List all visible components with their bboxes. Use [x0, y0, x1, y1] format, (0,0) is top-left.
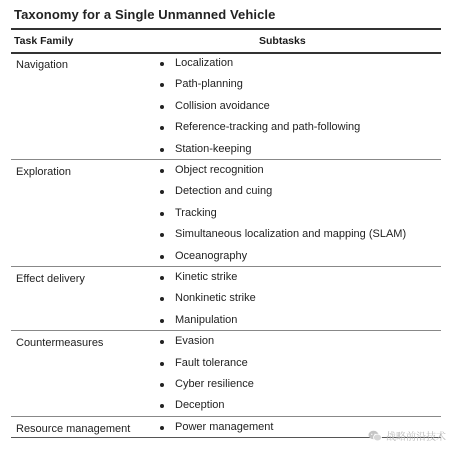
- subtask-label: Manipulation: [175, 313, 238, 326]
- subtask-item: [159, 181, 406, 202]
- bullet-icon: [160, 276, 164, 280]
- task-family-name: Navigation: [16, 59, 68, 71]
- bullet-icon: [160, 426, 164, 430]
- subtask-label: Cyber resilience: [175, 377, 254, 390]
- subtask-item: [159, 331, 254, 352]
- task-family-name: Effect delivery: [16, 273, 85, 285]
- subtask-label: Station-keeping: [175, 142, 252, 155]
- watermark-text: 战略前沿技术: [386, 432, 446, 443]
- subtask-item: [159, 117, 360, 138]
- bullet-icon: [160, 126, 164, 130]
- task-family-group: [11, 160, 441, 267]
- bullet-icon: [160, 148, 164, 152]
- bullet-icon: [160, 83, 164, 87]
- subtask-list: [159, 417, 273, 438]
- bullet-icon: [160, 190, 164, 194]
- subtask-label: Evasion: [175, 335, 215, 348]
- subtask-item: [159, 74, 360, 95]
- subtask-item: [159, 53, 360, 74]
- subtask-label: Simultaneous localization and mapping (SLAM): [175, 228, 407, 241]
- task-family-group: [11, 331, 441, 417]
- subtask-label: Path-planning: [175, 78, 243, 91]
- subtask-label: Reference-tracking and path-following: [175, 121, 361, 134]
- subtask-label: Kinetic strike: [175, 271, 238, 283]
- task-family-name: Countermeasures: [16, 337, 104, 350]
- subtask-item: [159, 224, 406, 245]
- subtask-label: Deception: [175, 399, 225, 412]
- column-header-subtasks: Subtasks: [259, 35, 306, 47]
- bullet-icon: [160, 212, 164, 216]
- subtask-item: [159, 353, 254, 374]
- subtask-label: Power management: [175, 420, 274, 433]
- bullet-icon: [160, 169, 164, 173]
- bullet-icon: [160, 319, 164, 323]
- bullet-icon: [160, 362, 164, 366]
- task-family-name: Resource management: [16, 422, 131, 435]
- subtask-item: [159, 203, 406, 224]
- subtask-label: Tracking: [175, 206, 217, 219]
- wechat-icon: [368, 430, 382, 442]
- subtask-label: Localization: [175, 57, 234, 69]
- bullet-icon: [160, 297, 164, 301]
- subtask-label: Object recognition: [175, 164, 264, 176]
- subtask-list: [159, 160, 406, 267]
- subtask-list: [159, 267, 256, 331]
- subtask-item: [159, 267, 256, 288]
- top-rule: [11, 28, 441, 30]
- bullet-icon: [160, 233, 164, 237]
- bullet-icon: [160, 62, 164, 66]
- watermark: [368, 428, 446, 443]
- subtask-label: Fault tolerance: [175, 356, 248, 369]
- task-family-group: [11, 53, 441, 160]
- subtask-label: Detection and cuing: [175, 185, 273, 198]
- subtask-item: [159, 374, 254, 395]
- column-header-task-family: Task Family: [14, 35, 74, 47]
- subtask-item: [159, 160, 406, 181]
- subtask-item: [159, 96, 360, 117]
- subtask-item: [159, 310, 256, 331]
- bullet-icon: [160, 383, 164, 387]
- subtask-label: Collision avoidance: [175, 99, 270, 112]
- bullet-icon: [160, 105, 164, 109]
- table-header: [14, 35, 441, 49]
- task-family-name: Exploration: [16, 166, 72, 178]
- subtask-item: [159, 417, 273, 438]
- subtask-item: [159, 395, 254, 416]
- subtask-item: [159, 246, 406, 267]
- bullet-icon: [160, 404, 164, 408]
- subtask-item: [159, 139, 360, 160]
- bullet-icon: [160, 340, 164, 344]
- subtask-list: [159, 331, 254, 417]
- subtask-label: Nonkinetic strike: [175, 292, 256, 305]
- subtask-label: Oceanography: [175, 249, 248, 262]
- subtask-list: [159, 53, 360, 160]
- table-title: Taxonomy for a Single Unmanned Vehicle: [14, 7, 276, 22]
- subtask-item: [159, 288, 256, 309]
- task-family-group: [11, 267, 441, 331]
- bullet-icon: [160, 255, 164, 259]
